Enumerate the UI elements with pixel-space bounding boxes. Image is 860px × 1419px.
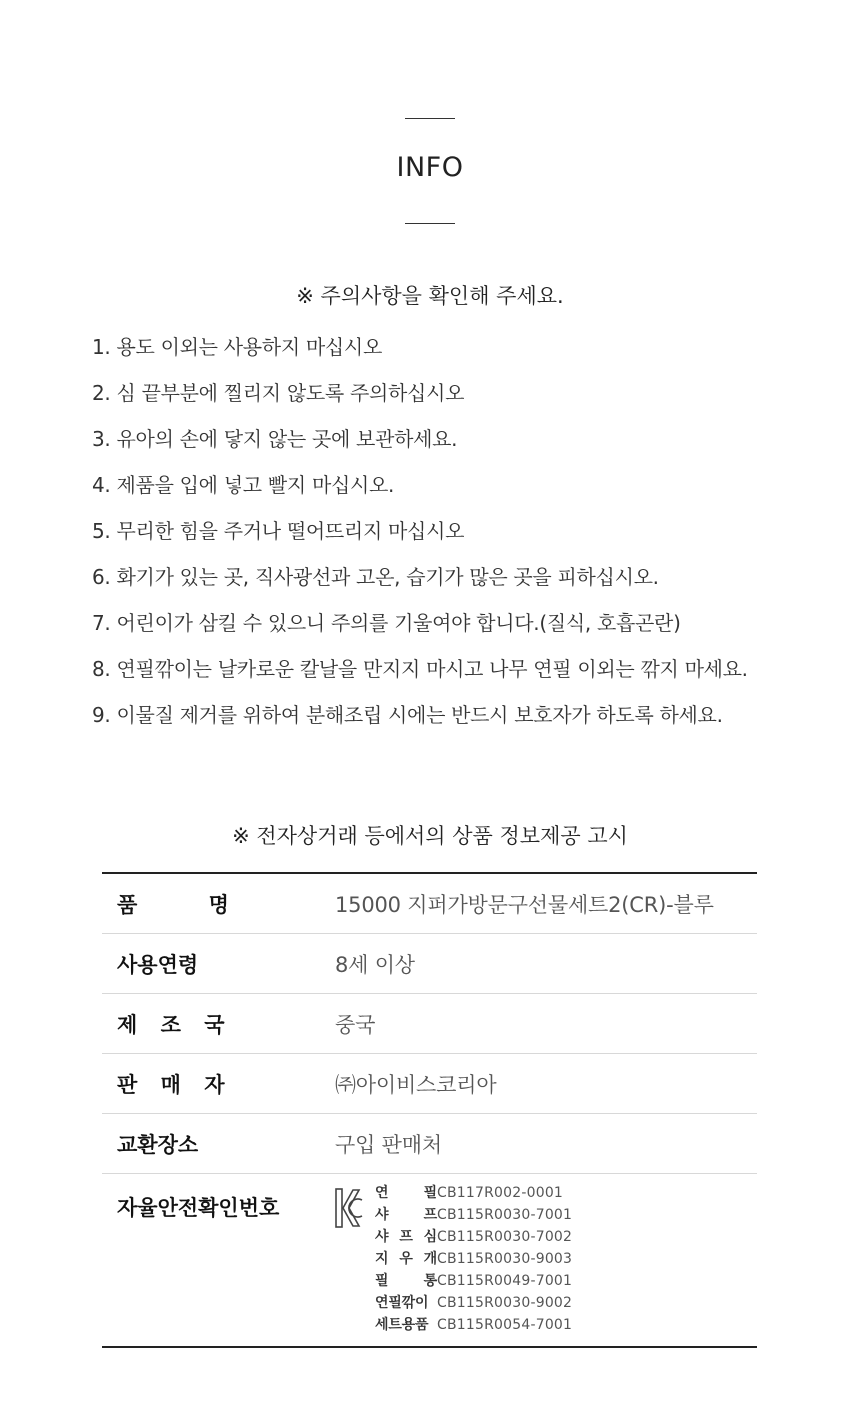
caution-item: 8. 연필깎이는 날카로운 칼날을 만지지 마시고 나무 연필 이외는 깎지 마세요.: [92, 657, 748, 681]
cert-code: CB115R0030-9003: [437, 1251, 573, 1267]
cert-item: [375, 1292, 572, 1314]
row-value-age: 8세 이상: [335, 952, 415, 977]
cert-name: 지 우 개: [375, 1251, 437, 1267]
cert-name: 연 필: [375, 1185, 437, 1201]
cert-item: [375, 1204, 572, 1226]
table-row: [102, 874, 757, 934]
cert-item: [375, 1182, 572, 1204]
cert-name: 필 통: [375, 1273, 437, 1289]
disclosure-heading: ※ 전자상거래 등에서의 상품 정보제공 고시: [232, 824, 628, 848]
caution-list: [92, 330, 748, 744]
caution-item: 4. 제품을 입에 넣고 빨지 마십시오.: [92, 473, 395, 497]
info-bottom-divider: [405, 223, 455, 224]
row-value-exchange: 구입 판매처: [335, 1132, 442, 1157]
row-value-safety-number: [335, 1182, 757, 1336]
cert-list: [375, 1182, 572, 1336]
cert-code: CB115R0030-7001: [437, 1207, 573, 1223]
cert-item: [375, 1248, 572, 1270]
row-label-product-name: 품 명: [117, 892, 261, 917]
cert-item: [375, 1314, 572, 1336]
caution-item: 5. 무리한 힘을 주거나 떨어뜨리지 마십시오: [92, 519, 465, 543]
cert-code: CB115R0054-7001: [437, 1317, 573, 1333]
cert-item: [375, 1270, 572, 1292]
table-row: [102, 1054, 757, 1114]
row-label-country: 제 조 국: [117, 1012, 233, 1037]
cert-code: CB115R0049-7001: [437, 1273, 573, 1289]
caution-heading: ※ 주의사항을 확인해 주세요.: [296, 284, 564, 308]
cert-name: 샤 프 심: [375, 1229, 437, 1245]
row-label-seller: 판 매 자: [117, 1072, 233, 1097]
cert-code: CB117R002-0001: [437, 1185, 564, 1201]
table-row: [102, 994, 757, 1054]
cert-code: CB115R0030-9002: [437, 1295, 573, 1311]
row-label-exchange: 교환장소: [117, 1132, 199, 1157]
cert-item: [375, 1226, 572, 1248]
cert-name: 세트용품: [375, 1317, 429, 1333]
table-row: [102, 1174, 757, 1346]
row-value-seller: ㈜아이비스코리아: [335, 1072, 497, 1097]
table-row: [102, 1114, 757, 1174]
caution-item: 3. 유아의 손에 닿지 않는 곳에 보관하세요.: [92, 427, 458, 451]
info-top-divider: [405, 118, 455, 119]
product-info-table: [102, 872, 757, 1348]
row-label-safety-number: 자율안전확인번호: [117, 1196, 280, 1220]
row-value-country: 중국: [335, 1012, 376, 1037]
caution-item: 1. 용도 이외는 사용하지 마십시오: [92, 335, 382, 359]
row-label-age: 사용연령: [117, 952, 199, 977]
caution-item: 2. 심 끝부분에 찔리지 않도록 주의하십시오: [92, 381, 465, 405]
caution-item: 6. 화기가 있는 곳, 직사광선과 고온, 습기가 많은 곳을 피하십시오.: [92, 565, 659, 589]
info-title: INFO: [396, 152, 464, 183]
row-value-product-name: 15000 지퍼가방문구선물세트2(CR)-블루: [335, 892, 714, 917]
kc-mark-icon: [335, 1188, 363, 1228]
cert-name: 샤 프: [375, 1207, 437, 1223]
caution-item: 9. 이물질 제거를 위하여 분해조립 시에는 반드시 보호자가 하도록 하세요.: [92, 703, 723, 727]
cert-code: CB115R0030-7002: [437, 1229, 573, 1245]
cert-name: 연필깎이: [375, 1295, 429, 1311]
caution-item: 7. 어린이가 삼킬 수 있으니 주의를 기울여야 합니다.(질식, 호흡곤란): [92, 611, 681, 635]
table-row: [102, 934, 757, 994]
kc-cert-block: [335, 1182, 757, 1336]
